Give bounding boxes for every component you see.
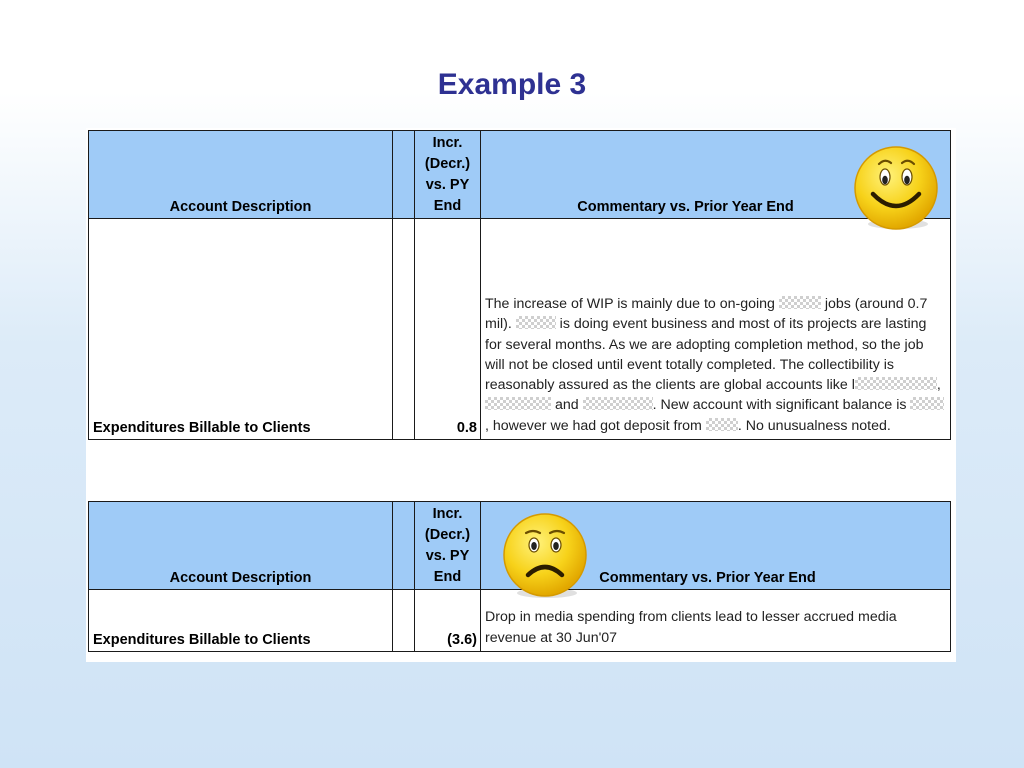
slide-title: Example 3	[437, 68, 587, 101]
comment-text: , however we had got deposit from	[485, 417, 706, 434]
table2-spacer-cell	[393, 590, 415, 652]
comment-text: . New account with significant balance is	[652, 397, 911, 414]
comment-text: . No unusualness noted.	[737, 417, 891, 434]
table2-comment-cell: Drop in media spending from clients lead to lesser accrued media revenue at 30 Jun'07	[481, 590, 951, 652]
table2-header-incr	[415, 502, 481, 590]
variance-table-1	[88, 130, 951, 440]
comment-text: The increase of WIP is mainly due to on-going	[485, 295, 779, 312]
commentary-header-text: Commentary vs. Prior Year End	[599, 570, 816, 586]
incr-line: (Decr.)	[424, 526, 471, 543]
comment-text: ,	[936, 377, 941, 394]
commentary-header-text: Commentary vs. Prior Year End	[577, 199, 794, 215]
table1-header-spacer	[393, 131, 415, 219]
redacted-block	[706, 418, 738, 431]
table1-spacer-cell	[393, 219, 415, 440]
comment-text: jobs (around 0.7 mil).	[485, 295, 928, 333]
incr-line: (Decr.)	[424, 155, 471, 172]
table1-comment-cell	[481, 219, 951, 440]
incr-line: End	[433, 568, 462, 585]
comment-text: and	[551, 397, 583, 414]
comment-text: is doing event business and most of its projects are lasting for several months. As we are adopting completion method, so the job will not be closed until event totally completed. The collectibility is reasonably assured as the clients are global accounts like l	[485, 316, 927, 394]
redacted-block	[485, 397, 551, 410]
table2-account-cell: Expenditures Billable to Clients	[89, 590, 393, 652]
table1-header-incr	[415, 131, 481, 219]
redacted-block	[516, 316, 556, 329]
incr-line: Incr.	[432, 134, 463, 151]
sad-smiley-icon	[500, 511, 590, 601]
happy-smiley-icon	[851, 144, 941, 234]
table2-value-cell: (3.6)	[415, 590, 481, 652]
table2-header-spacer	[393, 502, 415, 590]
table1-account-cell: Expenditures Billable to Clients	[89, 219, 393, 440]
redacted-block	[583, 397, 653, 410]
incr-line: End	[433, 197, 462, 214]
table2-header-account-description: Account Description	[89, 502, 393, 590]
table1-header-account-description: Account Description	[89, 131, 393, 219]
incr-line: Incr.	[432, 505, 463, 522]
redacted-block	[910, 397, 944, 410]
table1-header-row	[89, 131, 951, 219]
redacted-block	[779, 296, 821, 309]
incr-line: vs. PY	[425, 547, 470, 564]
table1-data-row	[89, 219, 951, 440]
incr-line: vs. PY	[425, 176, 470, 193]
redacted-block	[855, 377, 937, 390]
table1-value-cell: 0.8	[415, 219, 481, 440]
